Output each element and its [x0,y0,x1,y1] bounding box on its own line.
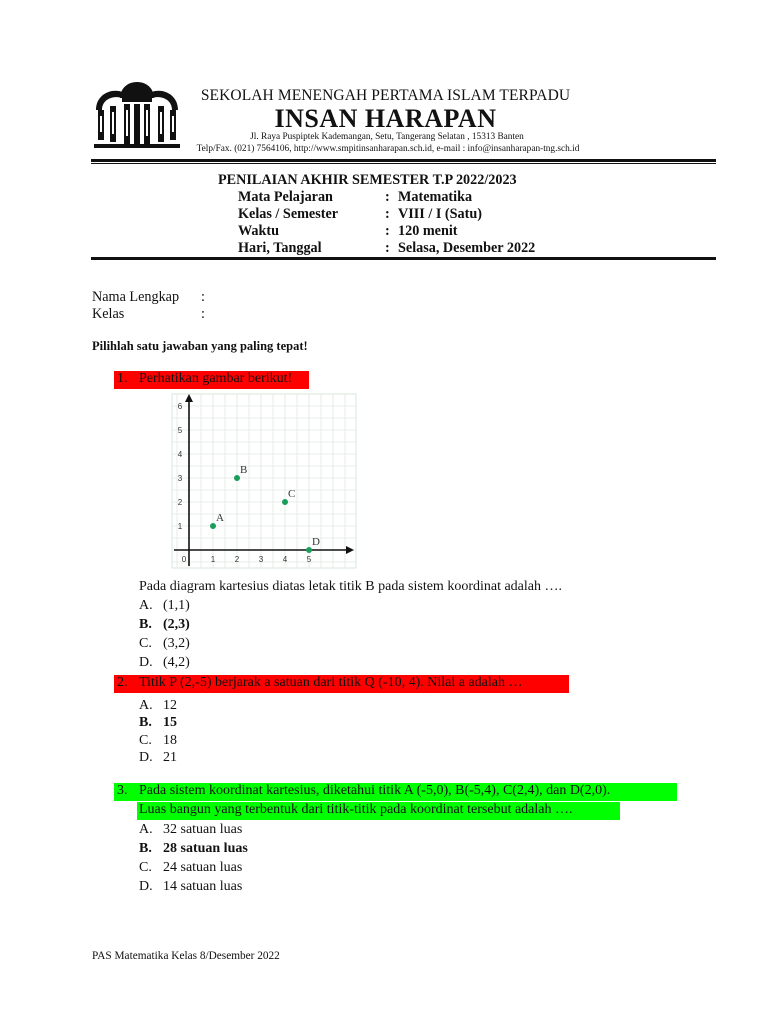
chart-x-tick-label: 0 [181,555,187,564]
option-letter-correct[interactable]: B. [139,841,152,856]
meta-value-class: VIII / I (Satu) [398,206,482,222]
school-type: SEKOLAH MENENGAH PERTAMA ISLAM TERPADU [200,87,571,104]
option-letter-correct[interactable]: B. [139,715,152,730]
option-text[interactable]: (1,1) [163,598,190,613]
name-field-colon[interactable]: : [201,289,205,305]
chart-y-tick-label: 6 [177,402,183,411]
option-letter[interactable]: D. [139,879,153,894]
option-text[interactable]: (3,2) [163,636,190,651]
meta-value-date: Selasa, Desember 2022 [398,240,536,256]
page-footer: PAS Matematika Kelas 8/Desember 2022 [92,950,280,962]
meta-label: Kelas / Semester [238,206,339,222]
option-text-correct[interactable]: (2,3) [163,617,190,632]
mosque-dome-logo-icon [92,80,182,152]
option-letter[interactable]: A. [139,698,153,713]
cartesian-chart [170,390,360,570]
meta-value-time: 120 menit [398,223,458,239]
exam-title: PENILAIAN AKHIR SEMESTER T.P 2022/2023 [218,172,517,188]
chart-point-label-d: D [312,536,320,548]
chart-y-tick-label: 4 [177,450,183,459]
question-number: 3. [117,783,128,798]
chart-grid-border [172,394,356,568]
instruction: Pilihlah satu jawaban yang paling tepat! [92,339,308,353]
option-letter[interactable]: A. [139,598,153,613]
meta-label: Waktu [238,223,280,239]
chart-y-tick-label: 3 [177,474,183,483]
question-text: Perhatikan gambar berikut! [139,371,293,386]
chart-x-tick-label: 5 [306,555,312,564]
question-followup: Pada diagram kartesius diatas letak titik B pada sistem koordinat adalah …. [139,579,563,594]
option-letter[interactable]: D. [139,655,153,670]
school-name: INSAN HARAPAN [274,104,497,133]
meta-colon: : [385,206,390,222]
option-letter-correct[interactable]: B. [139,617,152,632]
chart-point-label-c: C [288,488,296,500]
chart-x-tick-label: 1 [210,555,216,564]
option-text[interactable]: 18 [163,733,177,748]
meta-colon: : [385,223,390,239]
chart-y-tick-label: 2 [177,498,183,507]
option-text[interactable]: 14 satuan luas [163,879,243,894]
option-text-correct[interactable]: 15 [163,715,177,730]
option-letter[interactable]: A. [139,822,153,837]
option-text[interactable]: 21 [163,750,177,765]
meta-divider [91,257,716,260]
meta-colon: : [385,240,390,256]
option-text[interactable]: (4,2) [163,655,190,670]
chart-point-label-b: B [240,464,248,476]
chart-x-tick-label: 3 [258,555,264,564]
option-text-correct[interactable]: 28 satuan luas [163,841,248,856]
chart-y-tick-label: 1 [177,522,183,531]
chart-grid [172,394,356,568]
meta-label: Mata Pelajaran [238,189,333,205]
chart-x-tick-label: 2 [234,555,240,564]
name-field-label: Nama Lengkap [92,289,180,305]
question-number: 1. [117,371,128,386]
class-field-label: Kelas [92,306,125,322]
header-divider [91,159,716,162]
option-letter[interactable]: D. [139,750,153,765]
school-contact: Telp/Fax. (021) 7564106, http://www.smpitinsanharapan.sch.id, e-mail : info@insanharapan-tng.sch.id [196,144,580,154]
chart-point-label-a: A [216,512,224,524]
question-text-line2: Luas bangun yang terbentuk dari titik-titik pada koordinat tersebut adalah …. [139,802,573,817]
question-number: 2. [117,675,128,690]
chart-y-tick-label: 5 [177,426,183,435]
chart-x-tick-label: 4 [282,555,288,564]
option-letter[interactable]: C. [139,733,152,748]
question-text: Titik P (2,-5) berjarak a satuan dari titik Q (-10, 4). Nilai a adalah … [139,675,523,690]
meta-label: Hari, Tanggal [238,240,322,256]
header-divider-thin [91,163,716,164]
question-text: Pada sistem koordinat kartesius, diketahui titik A (-5,0), B(-5,4), C(2,4), dan D(2,0). [139,783,611,798]
meta-value-subject: Matematika [398,189,473,205]
option-letter[interactable]: C. [139,860,152,875]
school-address: Jl. Raya Puspiptek Kademangan, Setu, Tangerang Selatan , 15313 Banten [250,132,524,142]
class-field-colon[interactable]: : [201,306,205,322]
option-text[interactable]: 12 [163,698,177,713]
option-text[interactable]: 24 satuan luas [163,860,243,875]
meta-colon: : [385,189,390,205]
option-letter[interactable]: C. [139,636,152,651]
option-text[interactable]: 32 satuan luas [163,822,243,837]
